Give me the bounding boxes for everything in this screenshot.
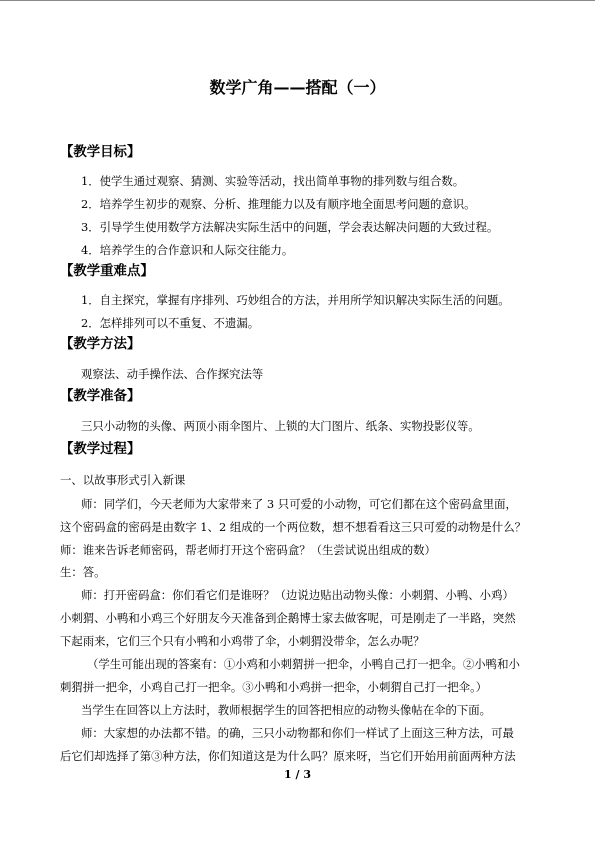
process-line: 师：打开密码盒：你们看它们是谁呀？（边说边贴出动物头像：小刺猬、小鸭、小鸡） <box>81 588 514 602</box>
preparation-text: 三只小动物的头像、两顶小雨伞图片、上锁的大门图片、纸条、实物投影仪等。 <box>81 419 480 433</box>
top-rule <box>0 0 595 1</box>
methods-text: 观察法、动手操作法、合作探究法等 <box>81 367 264 381</box>
key-point-item: 2．怎样排列可以不重复、不遗漏。 <box>81 316 260 330</box>
goal-item: 3．引导学生使用数学方法解决实际生活中的问题，学会表达解决问题的大致过程。 <box>81 220 499 234</box>
process-line: 当学生在回答以上方法时，教师根据学生的回答把相应的动物头像帖在伞的下面。 <box>81 703 492 717</box>
process-line: 后它们却选择了第③种方法，你们知道这是为什么吗？原来呀，当它们开始用前面两种方法 <box>60 749 516 763</box>
goal-item: 2．培养学生初步的观察、分析、推理能力以及有顺序地全面思考问题的意识。 <box>81 197 476 211</box>
goal-item: 1．使学生通过观察、猜测、实验等活动，找出简单事物的排列数与组合数。 <box>81 174 465 188</box>
process-heading: 【教学过程】 <box>60 442 141 457</box>
key-point-item: 1．自主探究，掌握有序排列、巧妙组合的方法，并用所学知识解决实际生活的问题。 <box>81 293 510 307</box>
process-line: （学生可能出现的答案有：①小鸡和小刺猬拼一把伞，小鸭自己打一把伞。②小鸭和小 <box>87 657 520 671</box>
process-line: 小刺猬、小鸭和小鸡三个好朋友今天准备到企鹅博士家去做客呢，可是刚走了一半路，突然 <box>60 611 516 625</box>
page-title: 数学广角——搭配（一） <box>209 78 386 97</box>
goal-item: 4．培养学生的合作意识和人际交往能力。 <box>81 243 294 257</box>
process-line: 下起雨来，它们三个只有小鸭和小鸡带了伞，小刺猬没带伞，怎么办呢？ <box>60 634 425 648</box>
process-line: 师：同学们，今天老师为大家带来了 3 只可爱的小动物，可它们都在这个密码盒里面， <box>81 497 517 511</box>
page-number: 1 / 3 <box>284 768 311 781</box>
process-line: 师：谁来告诉老师密码，帮老师打开这个密码盒？（生尝试说出组成的数） <box>60 543 436 557</box>
preparation-heading: 【教学准备】 <box>60 389 141 404</box>
process-line: 生：答。 <box>60 565 106 579</box>
process-line: 这个密码盒的密码是由数字 1、2 组成的一个两位数，想不想看看这三只可爱的动物是什么？ <box>60 520 526 534</box>
process-line: 刺猬拼一把伞，小鸡自己打一把伞。③小鸭和小鸡拼一把伞，小刺猬自己打一把伞。） <box>60 680 488 694</box>
process-line: 师：大家想的办法都不错。的确，三只小动物都和你们一样试了上面这三种方法，可最 <box>81 726 514 740</box>
key-points-heading: 【教学重难点】 <box>60 264 154 279</box>
process-line: 一、以故事形式引入新课 <box>60 473 186 487</box>
goals-heading: 【教学目标】 <box>60 145 141 160</box>
methods-heading: 【教学方法】 <box>60 337 141 352</box>
